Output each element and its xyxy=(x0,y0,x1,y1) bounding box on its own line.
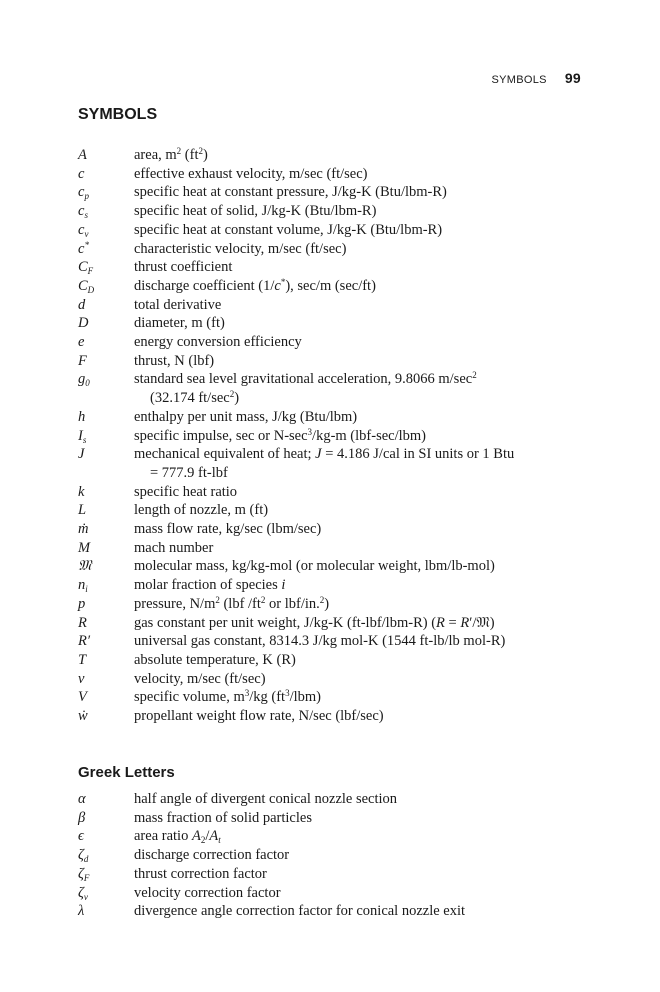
symbol-symbol: e xyxy=(78,334,85,351)
symbol-symbol: A xyxy=(78,147,87,163)
symbol-entry xyxy=(78,445,578,482)
symbol-entry xyxy=(78,165,578,184)
symbol-symbol: ṁ xyxy=(78,521,89,538)
symbol-symbol: R′ xyxy=(78,633,91,650)
symbol-symbol: h xyxy=(78,408,86,425)
greek-letter-definition: velocity correction factor xyxy=(134,884,281,901)
greek-letter-definition: area ratio $A_2/A_t$ xyxy=(134,828,221,846)
symbol-symbol: $c_s$ xyxy=(78,203,88,221)
symbol-entry xyxy=(78,370,578,407)
symbol-entry xyxy=(78,202,578,221)
greek-letter-symbol: α xyxy=(78,791,86,807)
greek-letter-definition: divergence angle correction factor for conical nozzle exit xyxy=(134,903,466,920)
symbol-entry xyxy=(78,240,578,259)
symbol-definition: thrust, N (lbf) xyxy=(134,352,215,369)
symbol-definition: absolute temperature, K (R) xyxy=(134,651,296,668)
symbol-entry xyxy=(78,614,578,633)
greek-letter-symbol: $\zeta_d$ xyxy=(78,847,89,865)
symbol-entry xyxy=(78,408,578,427)
symbol-symbol: R xyxy=(78,614,87,631)
symbol-definition: universal gas constant, 8314.3 J/kg mol-K (1544 ft-lb/lb mol-R) xyxy=(134,633,506,650)
symbol-definition: velocity, m/sec (ft/sec) xyxy=(134,670,266,687)
greek-letter-entry xyxy=(78,809,578,828)
symbol-symbol: p xyxy=(78,595,86,612)
symbol-symbol: v xyxy=(78,670,85,687)
symbol-definition: length of nozzle, m (ft) xyxy=(134,502,269,519)
symbol-entry xyxy=(78,221,578,240)
greek-letter-symbol: β xyxy=(78,809,86,826)
symbol-definition-continuation: = 777.9 ft-lbf xyxy=(150,464,228,481)
symbol-entry xyxy=(78,427,578,446)
symbol-definition: specific heat at constant pressure, J/kg-K (Btu/lbm-R) xyxy=(134,184,447,201)
greek-letter-definition: discharge correction factor xyxy=(134,847,290,864)
symbol-symbol: $C_F$ xyxy=(78,259,94,277)
symbol-entry xyxy=(78,688,578,707)
symbol-entry xyxy=(78,595,578,614)
symbol-symbol: k xyxy=(78,483,85,500)
symbol-symbol: d xyxy=(78,296,86,313)
symbol-entry xyxy=(78,520,578,539)
symbol-definition: mass flow rate, kg/sec (lbm/sec) xyxy=(134,521,322,538)
symbol-symbol: $C_D$ xyxy=(78,277,95,295)
page-number: 99 xyxy=(564,70,581,86)
symbol-entry xyxy=(78,501,578,520)
running-head xyxy=(492,70,581,86)
symbol-definition: effective exhaust velocity, m/sec (ft/sec) xyxy=(134,165,368,182)
symbol-definition: specific impulse, sec or $N-\sec^3/kg-m$ (lbf-sec/lbm) xyxy=(134,426,427,444)
symbol-entry xyxy=(78,539,578,558)
symbol-entry xyxy=(78,146,578,165)
symbol-symbol: F xyxy=(78,352,87,369)
greek-letter-entry xyxy=(78,827,578,846)
symbol-entry xyxy=(78,576,578,595)
symbol-entry xyxy=(78,352,578,371)
symbol-entry xyxy=(78,314,578,333)
symbol-definition: specific heat of solid, J/kg-K (Btu/lbm-R) xyxy=(134,203,377,220)
symbol-definition: molecular mass, kg/kg-mol (or molecular weight, lbm/lb-mol) xyxy=(134,558,495,575)
symbol-symbol: J xyxy=(78,446,85,463)
symbol-symbol: $c_v$ xyxy=(78,221,89,239)
symbol-definition: standard sea level gravitational acceleration, 9.8066 $m/\sec^2$ (32.174 $ft/\sec^2$) xyxy=(134,370,578,407)
symbol-symbol: 𝔐 xyxy=(78,558,92,575)
symbols-heading: SYMBOLS xyxy=(78,106,158,123)
symbols-list xyxy=(78,146,578,726)
symbol-symbol: c xyxy=(78,165,85,182)
symbol-entry xyxy=(78,632,578,651)
symbol-symbol: T xyxy=(78,651,87,668)
symbol-symbol: V xyxy=(78,689,87,706)
symbol-definition: propellant weight flow rate, N/sec (lbf/sec) xyxy=(134,708,384,725)
greek-letter-definition: half angle of divergent conical nozzle section xyxy=(134,791,398,807)
symbol-symbol: ẇ xyxy=(78,708,88,725)
symbol-definition: mach number xyxy=(134,539,214,556)
symbol-entry xyxy=(78,258,578,277)
greek-letter-symbol: $\zeta_v$ xyxy=(78,884,88,902)
symbol-definition: total derivative xyxy=(134,296,222,313)
greek-letter-entry xyxy=(78,790,578,809)
symbol-symbol: $g_0$ xyxy=(78,371,90,389)
symbol-entry xyxy=(78,483,578,502)
symbol-entry xyxy=(78,333,578,352)
symbol-symbol: M xyxy=(78,539,91,556)
symbol-definition: characteristic velocity, m/sec (ft/sec) xyxy=(134,240,347,257)
symbol-definition: diameter, m (ft) xyxy=(134,315,225,332)
symbol-definition: enthalpy per unit mass, J/kg (Btu/lbm) xyxy=(134,408,358,425)
symbol-definition: pressure, $N/m^2$ (lbf $/ft^2$ or lbf/in.$^2$) xyxy=(134,594,330,612)
symbol-entry xyxy=(78,557,578,576)
symbol-definition: area, $m^2$ $(ft^2)$ xyxy=(134,146,208,163)
symbol-definition: energy conversion efficiency xyxy=(134,334,302,351)
symbol-entry xyxy=(78,670,578,689)
greek-letter-entry xyxy=(78,902,578,921)
symbol-definition: mechanical equivalent of heat; J = 4.186 J/cal in SI units or 1 Btu = 777.9 ft-lbf xyxy=(134,445,578,482)
greek-letter-definition: thrust correction factor xyxy=(134,865,267,882)
symbol-entry xyxy=(78,651,578,670)
symbol-symbol: $I_s$ xyxy=(78,427,87,445)
symbol-entry xyxy=(78,277,578,296)
symbol-entry xyxy=(78,296,578,315)
greek-letter-symbol: λ xyxy=(78,903,85,920)
symbol-symbol: D xyxy=(78,315,89,332)
greek-letter-symbol: ϵ xyxy=(78,828,84,845)
symbol-definition: specific heat at constant volume, J/kg-K (Btu/lbm-R) xyxy=(134,221,443,238)
symbol-definition-continuation: (32.174 $ft/\sec^2$) xyxy=(150,389,240,407)
greek-letter-entry xyxy=(78,884,578,903)
symbol-entry xyxy=(78,183,578,202)
symbol-definition: molar fraction of species i xyxy=(134,577,286,594)
symbol-definition: discharge coefficient (1/c*), sec/m (sec/ft) xyxy=(134,276,376,294)
symbol-symbol: $n_i$ xyxy=(78,577,88,595)
greek-letters-list xyxy=(78,790,578,921)
greek-letter-entry xyxy=(78,865,578,884)
symbol-entry xyxy=(78,707,578,726)
symbol-symbol: $c_p$ xyxy=(78,184,89,202)
symbol-symbol: c* xyxy=(78,239,89,257)
symbol-definition: gas constant per unit weight, J/kg-K (ft-lbf/lbm-R) (R = R′/𝔐) xyxy=(134,614,495,631)
greek-letters-heading: Greek Letters xyxy=(78,764,175,781)
greek-letter-symbol: $\zeta_F$ xyxy=(78,865,90,883)
greek-letter-entry xyxy=(78,846,578,865)
symbol-definition: thrust coefficient xyxy=(134,259,233,276)
greek-letter-definition: mass fraction of solid particles xyxy=(134,809,312,826)
symbol-definition: specific volume, $m^3/kg$ $(ft^3/lbm)$ xyxy=(134,688,321,706)
running-head-section: SYMBOLS xyxy=(491,74,547,86)
symbol-definition: specific heat ratio xyxy=(134,483,238,500)
symbol-symbol: L xyxy=(78,502,87,519)
